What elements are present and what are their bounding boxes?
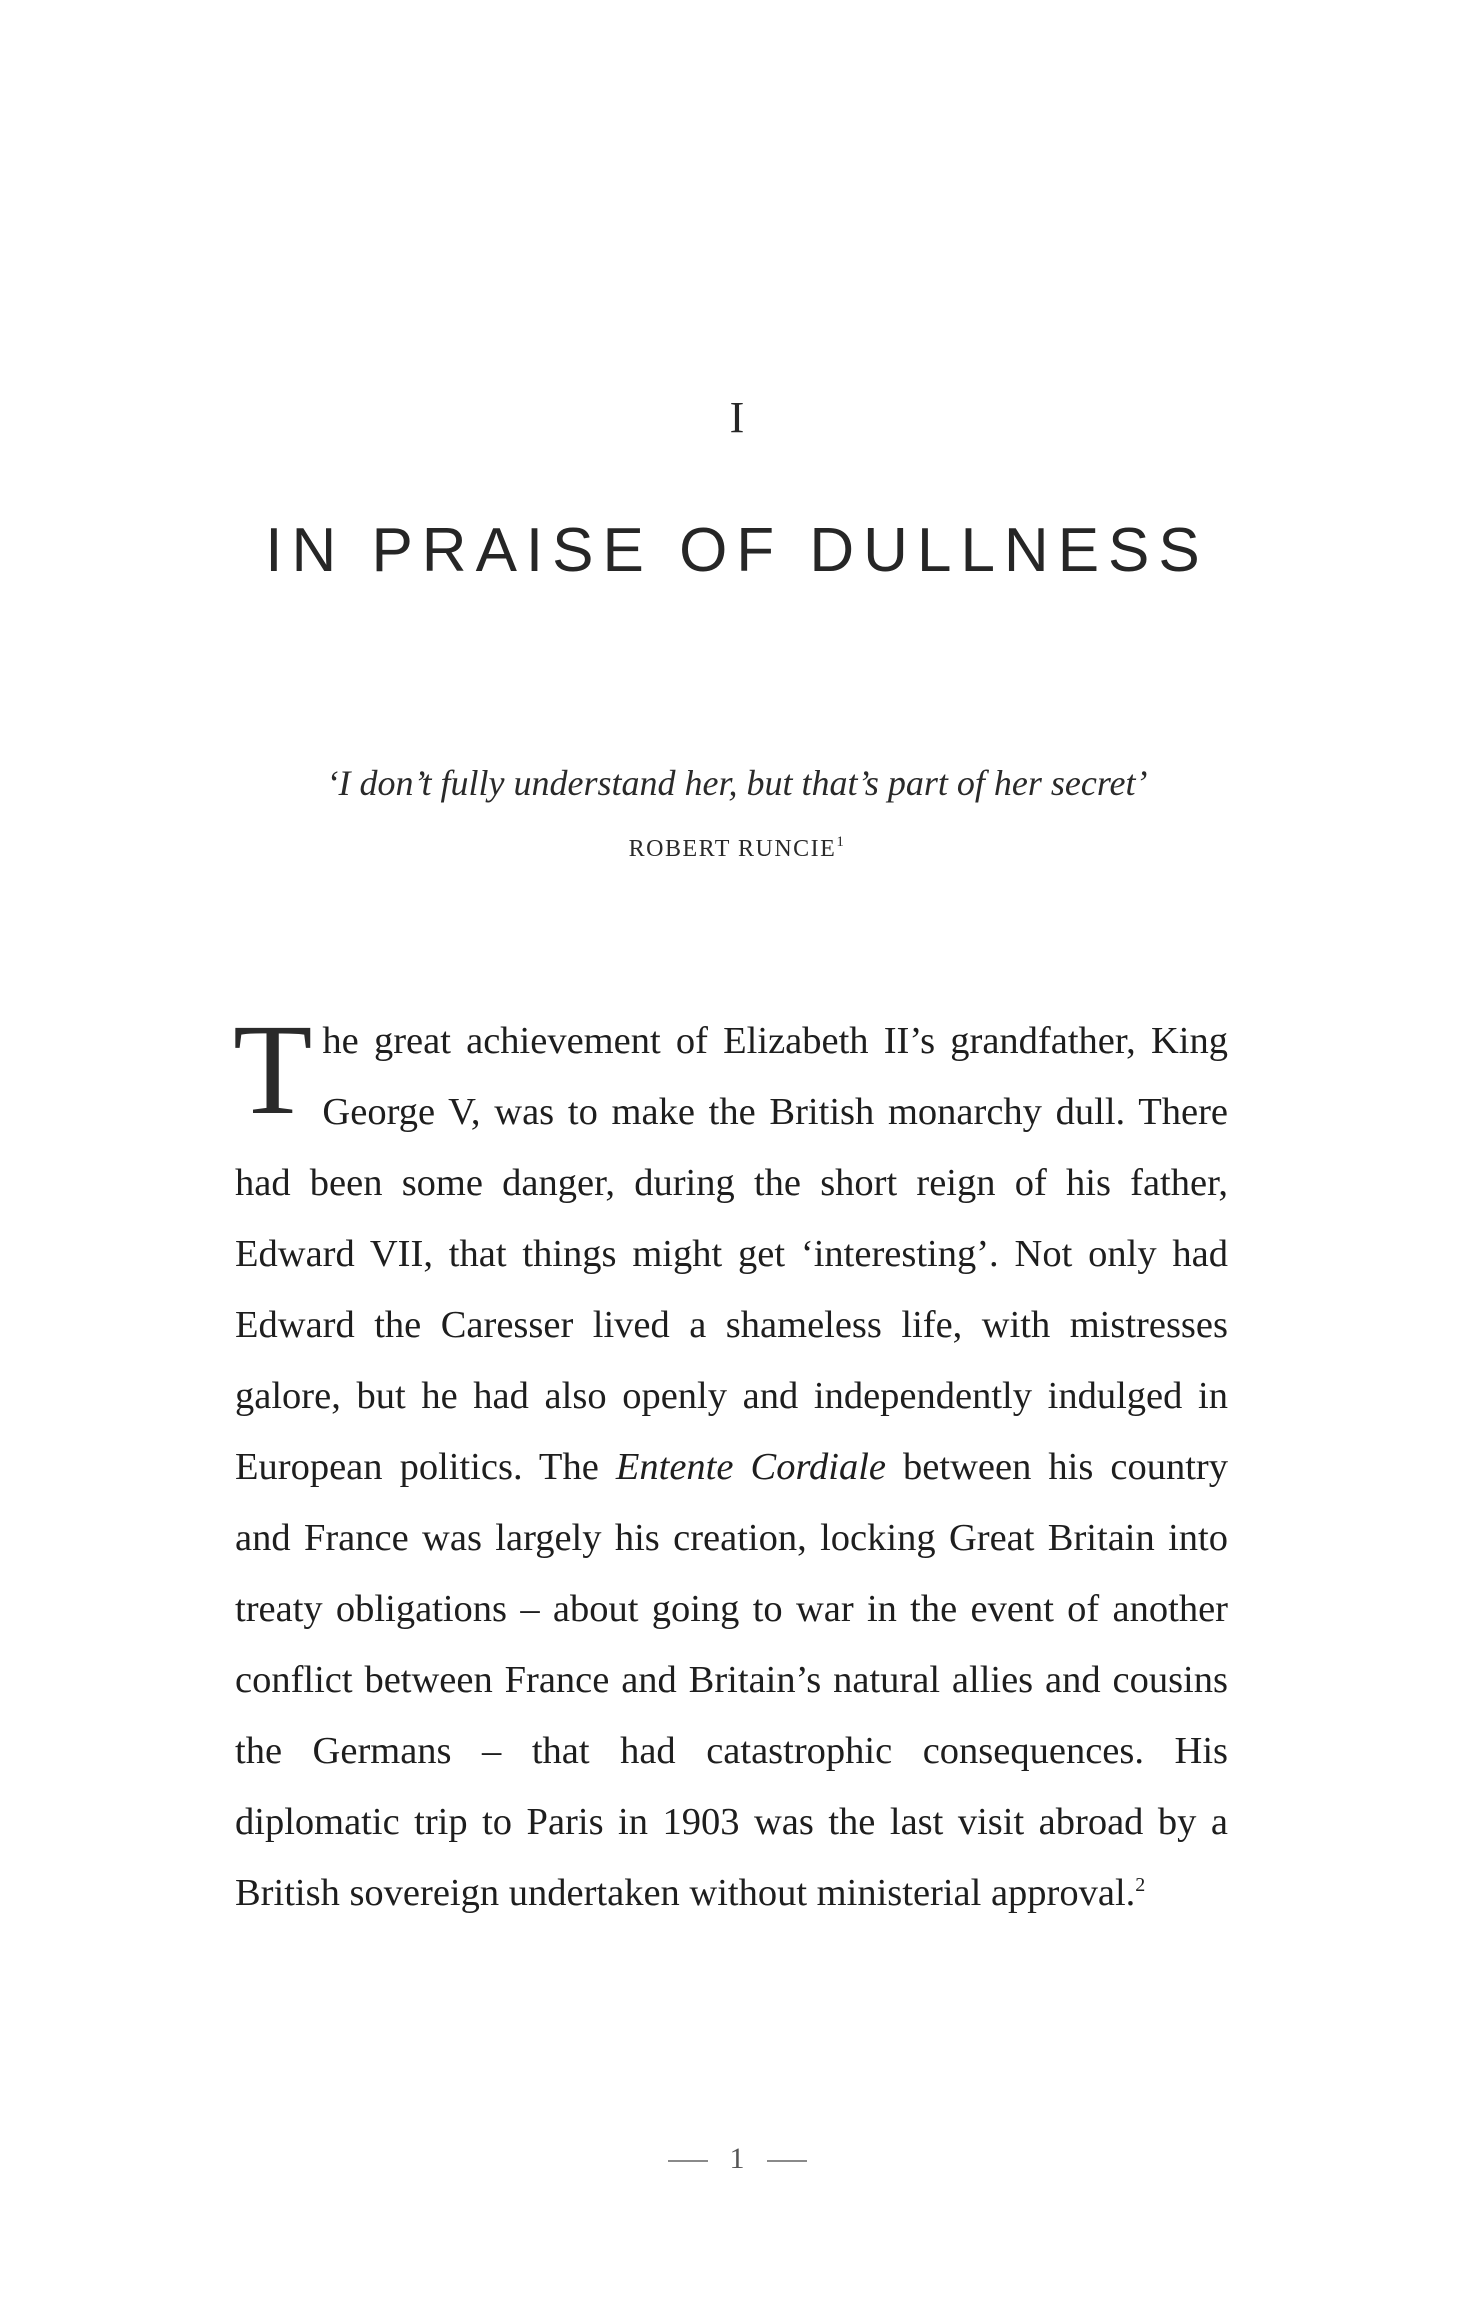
footer-dash-left — [668, 2160, 708, 2162]
footer-dash-right — [767, 2160, 807, 2162]
body-footnote-marker: 2 — [1135, 1874, 1146, 1896]
epigraph-footnote-marker: 1 — [836, 834, 846, 850]
drop-cap: T — [233, 998, 313, 1142]
epigraph-author-name: ROBERT RUNCIE — [628, 836, 837, 862]
body-italic-term: Entente Cordiale — [615, 1446, 886, 1488]
chapter-title: IN PRAISE OF DULLNESS — [265, 516, 1209, 585]
epigraph-author — [0, 834, 1474, 863]
page-number: 1 — [729, 2142, 745, 2175]
body-text-part-1: he great achievement of Elizabeth II’s grandfather, King George V, was to make the British monarchy dull. There had been some danger, during the short reign of his father, Edward VII, that things might get ‘interesting’. Not only had Edward the Caresser lived a shameless life, with mistresses galore, but he had also openly and independently indulged in European politics. The — [235, 1020, 1228, 1488]
chapter-number: I — [729, 393, 745, 442]
body-text-part-2: between his country and France was largely his creation, locking Great Britain into treaty obligations – about going to war in the event of another conflict between France and Britain’s natural allies and cousins the Germans – that had catastrophic consequences. His diplomatic trip to Paris in 1903 was the last visit abroad by a British sovereign undertaken without ministerial approval. — [235, 1446, 1228, 1914]
body-paragraph — [233, 998, 1228, 1929]
epigraph-quote: ‘I don’t fully understand her, but that’s part of her secret’ — [326, 763, 1148, 803]
page-footer — [0, 2142, 1474, 2176]
